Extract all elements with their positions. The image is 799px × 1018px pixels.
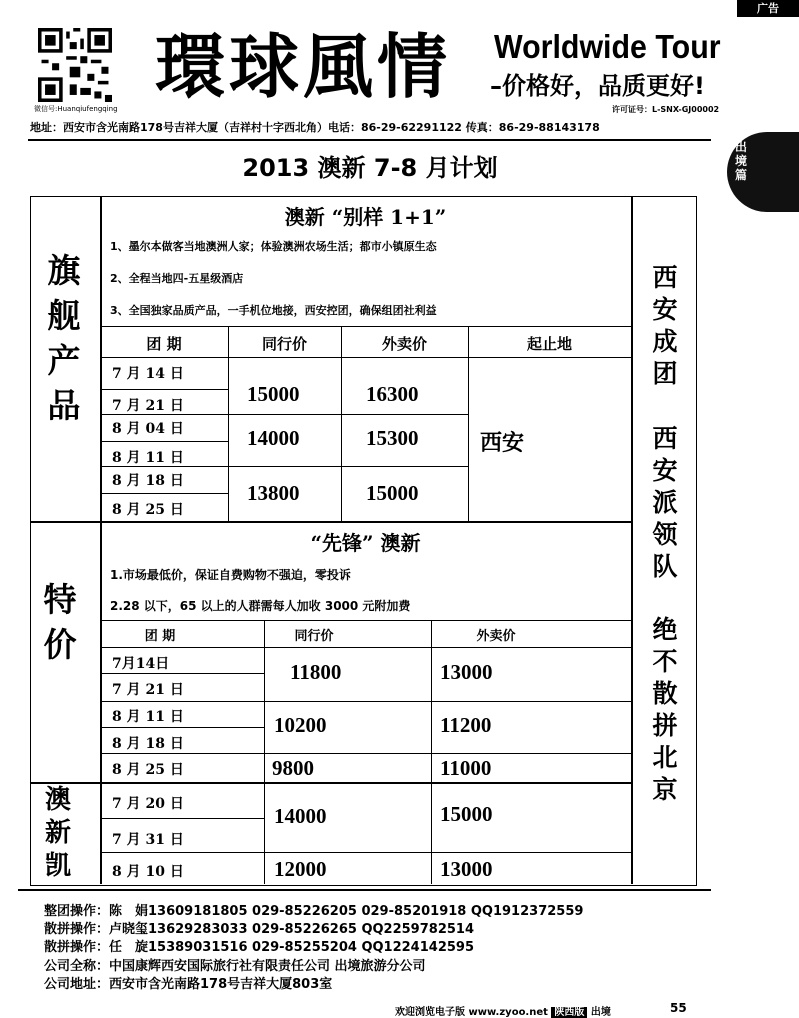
section-divider-2 xyxy=(30,782,632,784)
departure-date: 7 月 21 日 xyxy=(112,682,184,698)
peer-price: 13800 xyxy=(247,481,300,505)
retail-price: 15000 xyxy=(440,802,493,826)
departure-date: 7 月 20 日 xyxy=(112,796,184,812)
flagship-title: 澳新 “别样 1+1” xyxy=(284,205,447,229)
table-line xyxy=(100,326,631,327)
note-no-beijing-merge: 绝 不 散 拼 北 京 xyxy=(652,615,678,804)
table-line xyxy=(341,326,342,521)
header-divider xyxy=(28,139,711,141)
departure-date: 7月14日 xyxy=(112,656,170,672)
departure-date: 8 月 10 日 xyxy=(112,864,184,880)
table-line xyxy=(100,727,264,728)
edition-badge: 陕西版 xyxy=(551,1007,587,1018)
retail-price: 13000 xyxy=(440,660,493,684)
page-number: 55 xyxy=(670,1001,687,1015)
table-line xyxy=(228,326,229,521)
table-line xyxy=(100,701,631,702)
table-line xyxy=(100,441,228,442)
peer-price: 15000 xyxy=(247,382,300,406)
special-feature-2: 2.28 以下，65 以上的人群需每人加收 3000 元附加费 xyxy=(110,599,411,613)
note-xian-group: 西 安 成 团 xyxy=(652,263,678,388)
table-line xyxy=(100,852,631,853)
departure-date: 8 月 25 日 xyxy=(112,762,184,778)
departure-date: 8 月 18 日 xyxy=(112,473,184,489)
col-header-date: 团 期 xyxy=(144,629,176,644)
contact-scatter-ops-1: 散拼操作：卢晓玺13629283033 029-85226265 QQ2259782514 xyxy=(44,922,475,937)
table-line xyxy=(100,753,631,754)
col-divider-right xyxy=(631,196,633,884)
peer-price: 14000 xyxy=(274,804,327,828)
departure-date: 8 月 18 日 xyxy=(112,736,184,752)
category-aoxinkai: 澳 新 凯 xyxy=(44,785,71,881)
peer-price: 14000 xyxy=(247,426,300,450)
retail-price: 15000 xyxy=(366,481,419,505)
note-xian-leader: 西 安 派 领 队 xyxy=(652,424,678,581)
contact-scatter-ops-2: 散拼操作：任 旋15389031516 029-85255204 QQ1224142595 xyxy=(44,940,475,955)
table-line xyxy=(100,673,264,674)
departure-date: 7 月 21 日 xyxy=(112,398,184,414)
col-header-destination: 起止地 xyxy=(526,335,572,353)
retail-price: 11000 xyxy=(440,756,492,780)
destination: 西安 xyxy=(480,430,525,456)
table-line xyxy=(100,647,631,648)
retail-price: 13000 xyxy=(440,857,493,881)
section-tab: 出境篇 xyxy=(727,132,799,212)
col-header-date: 团 期 xyxy=(146,335,182,353)
peer-price: 11800 xyxy=(290,660,342,684)
departure-date: 8 月 04 日 xyxy=(112,421,184,437)
col-header-retail-price: 外卖价 xyxy=(476,629,516,644)
plan-title: 2013 澳新 7-8 月计划 xyxy=(242,154,498,182)
departure-date: 8 月 11 日 xyxy=(112,709,184,725)
company-name: 公司全称：中国康辉西安国际旅行社有限责任公司 出境旅游分公司 xyxy=(44,959,426,974)
bottom-bar xyxy=(395,1003,611,1018)
departure-date: 8 月 25 日 xyxy=(112,502,184,518)
peer-price: 9800 xyxy=(272,756,314,780)
brand-title: 環球風情 xyxy=(155,26,451,108)
footer-divider xyxy=(18,889,711,891)
slogan: –价格好，品质更好! xyxy=(490,72,705,100)
category-flagship: 旗 舰 产 品 xyxy=(47,251,81,425)
table-line xyxy=(431,620,432,884)
special-title: “先锋” 澳新 xyxy=(310,531,421,555)
departure-date: 7 月 14 日 xyxy=(112,366,184,382)
license-number: 许可证号：L-SNX-GJ00002 xyxy=(612,105,720,114)
departure-date: 8 月 11 日 xyxy=(112,450,184,466)
category-special: 特 价 xyxy=(43,580,77,664)
contact-team-ops: 整团操作：陈 娟13609181805 029-85226205 029-85201918 QQ1912372559 xyxy=(44,904,584,919)
flagship-feature-2: 2、全程当地四-五星级酒店 xyxy=(110,272,244,285)
section-label: 出境 xyxy=(590,1007,611,1018)
col-header-peer-price: 同行价 xyxy=(261,335,307,353)
ad-tag: 广告 xyxy=(737,0,799,17)
peer-price: 10200 xyxy=(274,713,327,737)
table-line xyxy=(100,620,631,621)
table-line xyxy=(100,818,264,819)
qr-caption: 微信号:Huanqiufengqing xyxy=(34,105,118,113)
table-line xyxy=(100,357,631,358)
table-line xyxy=(100,389,228,390)
qr-code-icon xyxy=(38,28,112,102)
retail-price: 15300 xyxy=(366,426,419,450)
contact-line: 地址：西安市含光南路178号吉祥大厦（吉祥村十字西北角）电话：86-29-62291122 传真：86-29-88143178 xyxy=(30,121,600,134)
table-line xyxy=(100,493,228,494)
peer-price: 12000 xyxy=(274,857,327,881)
brand-english: Worldwide Tour xyxy=(494,28,721,65)
website-text: 欢迎浏览电子版 www.zyoo.net xyxy=(395,1007,548,1018)
retail-price: 11200 xyxy=(440,713,492,737)
company-address: 公司地址：西安市含光南路178号吉祥大厦803室 xyxy=(44,977,333,992)
table-line xyxy=(264,620,265,884)
table-line xyxy=(468,326,469,521)
special-feature-1: 1.市场最低价，保证自费购物不强迫，零投诉 xyxy=(110,568,351,582)
flagship-feature-1: 1、墨尔本做客当地澳洲人家；体验澳洲农场生活；都市小镇原生态 xyxy=(110,240,437,253)
col-header-retail-price: 外卖价 xyxy=(381,335,427,353)
flagship-feature-3: 3、全国独家品质产品，一手机位地接，西安控团，确保组团社利益 xyxy=(110,304,437,317)
departure-date: 7 月 31 日 xyxy=(112,832,184,848)
section-divider-1 xyxy=(30,521,632,523)
col-header-peer-price: 同行价 xyxy=(294,629,334,644)
retail-price: 16300 xyxy=(366,382,419,406)
